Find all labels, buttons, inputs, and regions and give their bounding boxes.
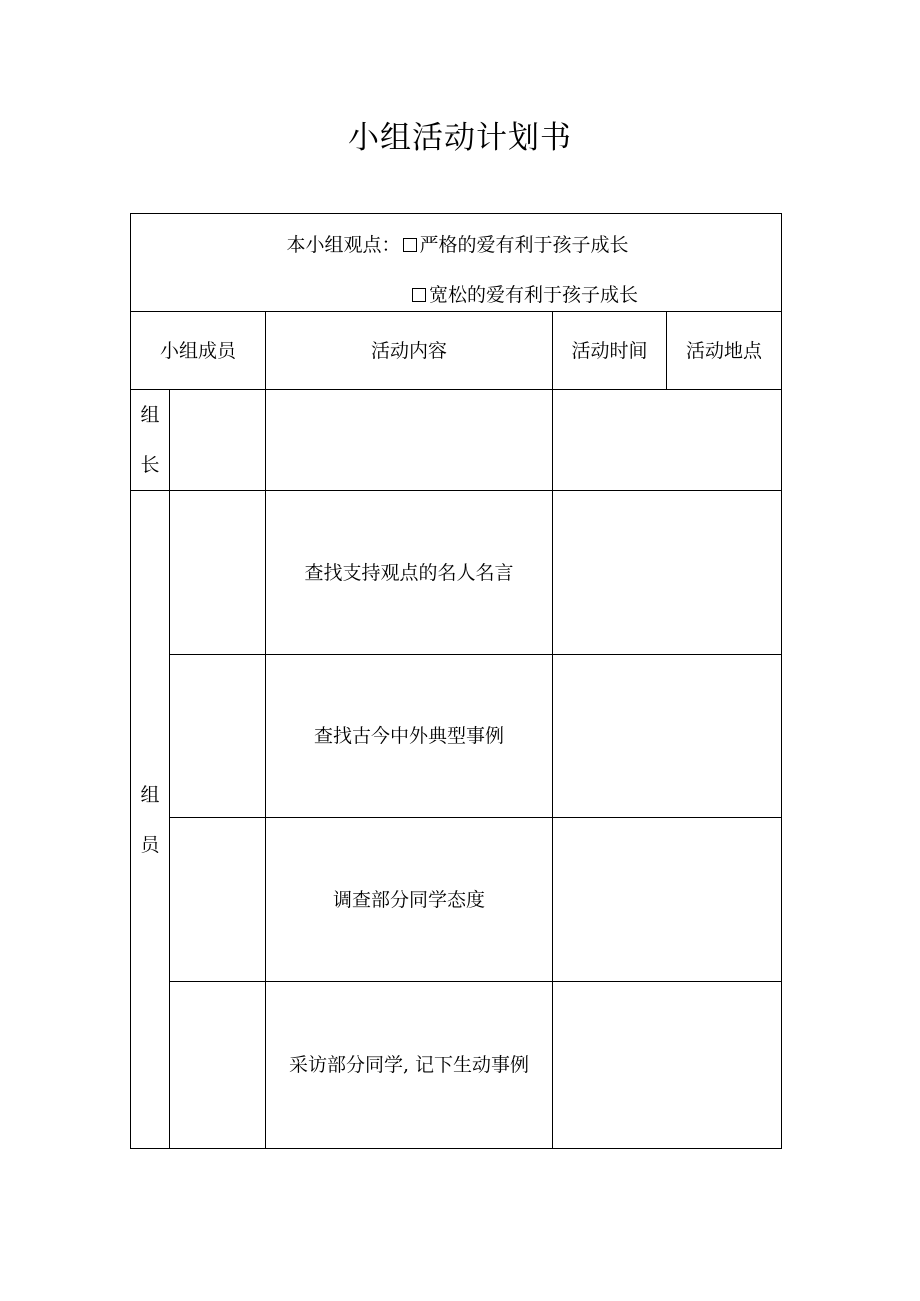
activity-time-place-cell[interactable] bbox=[553, 818, 782, 982]
activity-content: 调查部分同学态度 bbox=[266, 818, 553, 982]
activity-content: 采访部分同学, 记下生动事例 bbox=[266, 982, 553, 1149]
table-row bbox=[131, 982, 782, 1149]
member-name-cell[interactable] bbox=[170, 982, 266, 1149]
leader-time-place-cell[interactable] bbox=[553, 390, 782, 491]
activity-time-place-cell[interactable] bbox=[553, 655, 782, 818]
members-char-1: 组 bbox=[140, 783, 160, 806]
header-time: 活动时间 bbox=[553, 312, 667, 390]
viewpoint-line-1 bbox=[131, 233, 781, 257]
activity-time-place-cell[interactable] bbox=[553, 982, 782, 1149]
leader-row bbox=[131, 390, 782, 491]
table-row bbox=[131, 818, 782, 982]
plan-table bbox=[130, 213, 782, 1149]
table-row bbox=[131, 655, 782, 818]
leader-char-1: 组 bbox=[140, 404, 160, 426]
page-title: 小组活动计划书 bbox=[348, 120, 572, 156]
header-row bbox=[131, 312, 782, 390]
option-lenient-label: 宽松的爱有利于孩子成长 bbox=[429, 283, 639, 306]
member-name-cell[interactable] bbox=[170, 655, 266, 818]
checkbox-lenient[interactable] bbox=[412, 288, 426, 302]
viewpoint-cell bbox=[131, 214, 782, 312]
member-name-cell[interactable] bbox=[170, 491, 266, 655]
members-char-2: 员 bbox=[140, 833, 160, 856]
header-content: 活动内容 bbox=[266, 312, 553, 390]
activity-content: 查找古今中外典型事例 bbox=[266, 655, 553, 818]
header-place: 活动地点 bbox=[667, 312, 782, 390]
viewpoint-line-2 bbox=[131, 283, 781, 307]
viewpoint-label: 本小组观点： bbox=[286, 233, 401, 256]
activity-time-place-cell[interactable] bbox=[553, 491, 782, 655]
leader-content-cell[interactable] bbox=[266, 390, 553, 491]
header-members: 小组成员 bbox=[131, 312, 266, 390]
activity-content: 查找支持观点的名人名言 bbox=[266, 491, 553, 655]
leader-label bbox=[131, 390, 170, 491]
table-row bbox=[131, 491, 782, 655]
members-label bbox=[131, 491, 170, 1149]
viewpoint-row bbox=[131, 214, 782, 312]
leader-name-cell[interactable] bbox=[170, 390, 266, 491]
member-name-cell[interactable] bbox=[170, 818, 266, 982]
leader-char-2: 长 bbox=[140, 454, 160, 476]
checkbox-strict[interactable] bbox=[403, 238, 417, 252]
option-strict-label: 严格的爱有利于孩子成长 bbox=[419, 233, 629, 256]
